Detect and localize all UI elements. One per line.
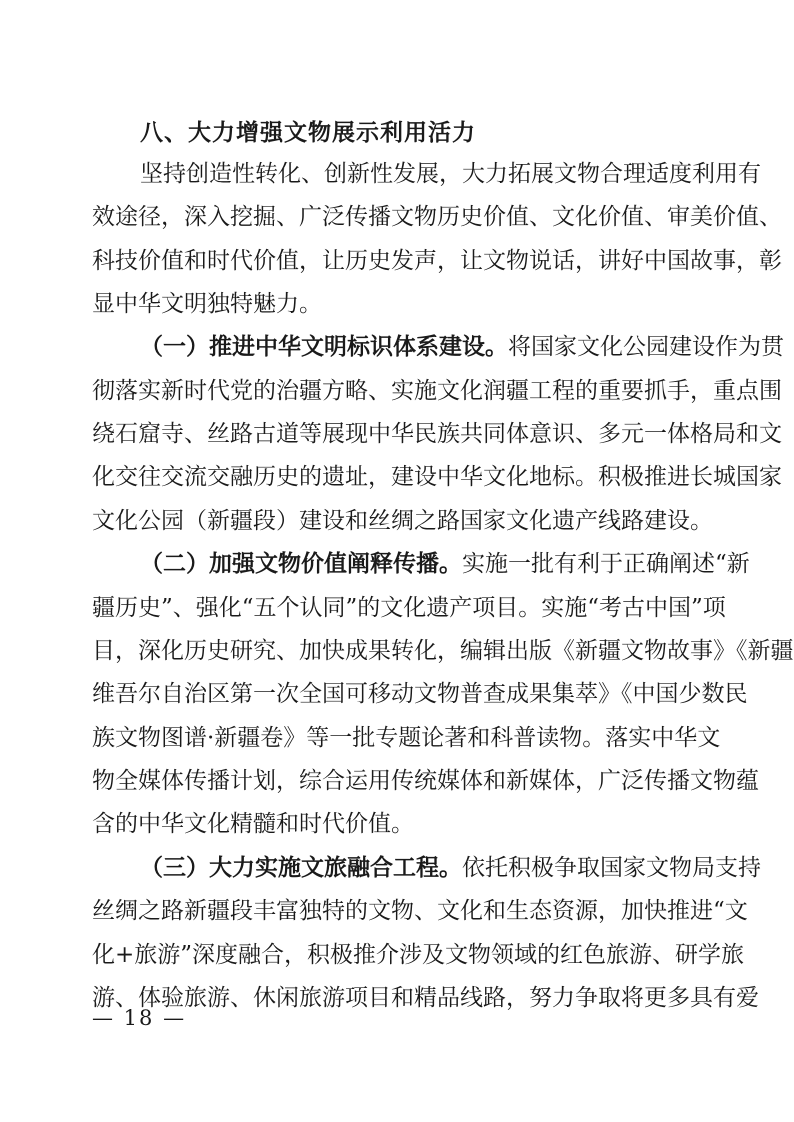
page-number: — 18 — (92, 1006, 187, 1030)
item1-line: 文化公园（新疆段）建设和丝绸之路国家文化遗产线路建设。 (92, 508, 713, 534)
item1-line: 化交往交流交融历史的遗址，建设中华文化地标。积极推进长城国家 (92, 464, 782, 490)
item2-line: 目，深化历史研究、加快成果转化，编辑出版《新疆文物故事》《新疆 (92, 638, 794, 664)
item2-line: 维吾尔自治区第一次全国可移动文物普查成果集萃》《中国少数民 (92, 681, 748, 707)
section-heading: 八、大力增强文物展示利用活力 (140, 120, 476, 146)
intro-line: 科技价值和时代价值，让历史发声，让文物说话，讲好中国故事，彰 (92, 248, 782, 274)
item1-lead: （一）推进中华文明标识体系建设。 (140, 334, 508, 360)
item3-first-line (140, 848, 761, 888)
intro-line: 效途径，深入挖掘、广泛传播文物历史价值、文化价值、审美价值、 (92, 204, 782, 230)
item2-first-line-rest: 实施一批有利于正确阐述“新 (462, 551, 750, 577)
item1-line: 彻落实新时代党的治疆方略、实施文化润疆工程的重要抓手，重点围 (92, 378, 782, 404)
item3-line: 游、体验旅游、休闲旅游项目和精品线路，努力争取将更多具有爱 (92, 985, 759, 1011)
item2-line: 疆历史”、强化“五个认同”的文化遗产项目。实施“考古中国”项 (92, 595, 726, 621)
item3-first-line-rest: 依托积极争取国家文物局支持 (462, 855, 761, 881)
item3-lead: （三）大力实施文旅融合工程。 (140, 855, 462, 881)
item1-line: 绕石窟寺、丝路古道等展现中华民族共同体意识、多元一体格局和文 (92, 421, 782, 447)
item3-line: 化+旅游”深度融合，积极推介涉及文物领域的红色旅游、研学旅 (92, 942, 745, 968)
intro-line: 坚持创造性转化、创新性发展，大力拓展文物合理适度利用有 (140, 161, 761, 187)
item2-lead: （二）加强文物价值阐释传播。 (140, 551, 462, 577)
intro-line: 显中华文明独特魅力。 (92, 291, 322, 317)
item2-line: 含的中华文化精髓和时代价值。 (92, 811, 414, 837)
item1-first-line-rest: 将国家文化公园建设作为贯 (508, 334, 784, 360)
item2-first-line (140, 544, 750, 584)
item3-line: 丝绸之路新疆段丰富独特的文物、文化和生态资源，加快推进“文 (92, 898, 748, 924)
item2-line: 物全媒体传播计划，综合运用传统媒体和新媒体，广泛传播文物蕴 (92, 768, 759, 794)
item2-line: 族文物图谱·新疆卷》等一批专题论著和科普读物。落实中华文 (92, 725, 721, 751)
item1-first-line (140, 327, 784, 367)
